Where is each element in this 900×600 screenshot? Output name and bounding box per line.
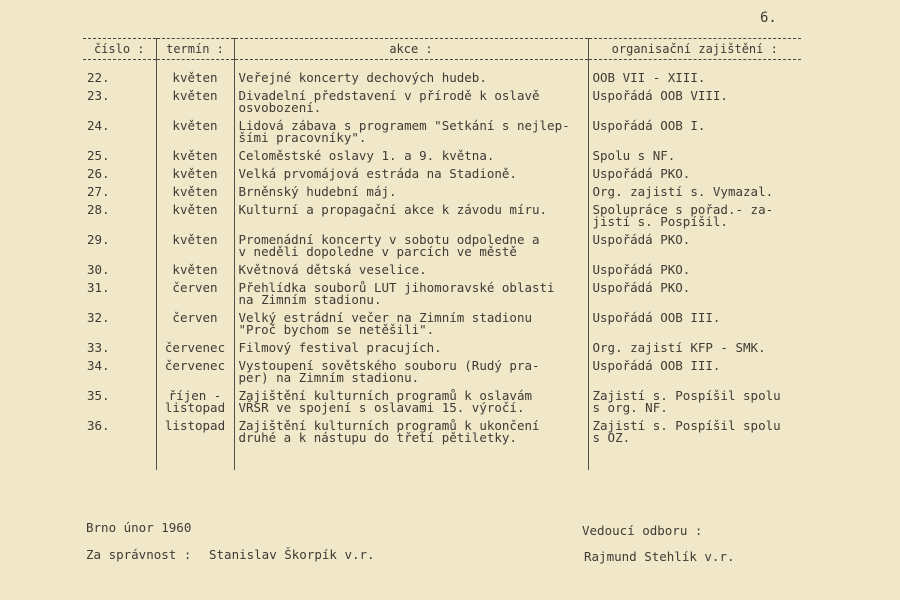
table-row xyxy=(83,420,801,450)
row-number: 24. xyxy=(87,118,110,133)
row-action: Divadelní představení v přírodě k oslavě osvobození. xyxy=(234,90,588,120)
table-row xyxy=(83,312,801,342)
row-term: květen xyxy=(156,72,234,90)
row-organisation: Uspořádá PKO. xyxy=(588,282,801,312)
row-organisation: Zajistí s. Pospíšil spolu s OZ. xyxy=(588,420,801,450)
row-number: 35. xyxy=(87,388,110,403)
row-number: 34. xyxy=(87,358,110,373)
row-action: Kulturní a propagační akce k závodu míru. xyxy=(234,204,588,234)
row-organisation: OOB VII - XIII. xyxy=(588,72,801,90)
header-action: akce : xyxy=(234,39,588,60)
row-action: Zajištění kulturních programů k oslavám VŘSR ve spojení s oslavami 15. výročí. xyxy=(234,390,588,420)
row-number: 28. xyxy=(87,202,110,217)
row-action: Lidová zábava s programem "Setkání s nejlep- šími pracovníky". xyxy=(234,120,588,150)
row-number: 36. xyxy=(87,418,110,433)
row-organisation: Uspořádá OOB III. xyxy=(588,360,801,390)
page-number: 6. xyxy=(760,10,777,26)
row-organisation: Uspořádá OOB I. xyxy=(588,120,801,150)
table-tail xyxy=(83,450,801,470)
row-term: květen xyxy=(156,204,234,234)
row-term: květen xyxy=(156,168,234,186)
row-number: 27. xyxy=(87,184,110,199)
row-number: 25. xyxy=(87,148,110,163)
row-organisation: Uspořádá PKO. xyxy=(588,168,801,186)
row-term: listopad xyxy=(156,420,234,450)
row-organisation: Uspořádá OOB III. xyxy=(588,312,801,342)
row-organisation: Org. zajistí s. Vymazal. xyxy=(588,186,801,204)
row-action: Veřejné koncerty dechových hudeb. xyxy=(234,72,588,90)
table-row xyxy=(83,90,801,120)
row-action: Brněnský hudební máj. xyxy=(234,186,588,204)
header-number: číslo : xyxy=(83,39,156,60)
footer-head-label: Vedoucí odboru : xyxy=(582,523,703,538)
row-number: 32. xyxy=(87,310,110,325)
row-action: Vystoupení sovětského souboru (Rudý pra- per) na Zimním stadionu. xyxy=(234,360,588,390)
row-organisation: Spolu s NF. xyxy=(588,150,801,168)
table-header xyxy=(83,39,801,60)
row-term: říjen - listopad xyxy=(156,390,234,420)
row-number: 26. xyxy=(87,166,110,181)
row-organisation: Zajistí s. Pospíšil spolu s org. NF. xyxy=(588,390,801,420)
row-action: Přehlídka souborů LUT jihomoravské oblasti na Zimním stadionu. xyxy=(234,282,588,312)
row-action: Velký estrádní večer na Zimním stadionu "Proč bychom se netěšili". xyxy=(234,312,588,342)
header-term: termín : xyxy=(156,39,234,60)
footer-place-date: Brno únor 1960 xyxy=(86,520,192,535)
row-term: červen xyxy=(156,282,234,312)
header-organisation: organisační zajištění : xyxy=(588,39,801,60)
row-term: květen xyxy=(156,150,234,168)
row-organisation: Uspořádá OOB VIII. xyxy=(588,90,801,120)
row-action: Velká prvomájová estráda na Stadioně. xyxy=(234,168,588,186)
row-number: 31. xyxy=(87,280,110,295)
row-action: Zajištění kulturních programů k ukončení druhé a k nástupu do třetí pětiletky. xyxy=(234,420,588,450)
footer-head-name: Rajmund Stehlík v.r. xyxy=(584,549,735,564)
row-number: 29. xyxy=(87,232,110,247)
row-term: květen xyxy=(156,234,234,264)
row-organisation: Org. zajistí KFP - SMK. xyxy=(588,342,801,360)
table-row xyxy=(83,234,801,264)
footer-verified-label: Za správnost : xyxy=(86,547,192,562)
row-number: 33. xyxy=(87,340,110,355)
program-table xyxy=(83,38,801,470)
row-organisation: Uspořádá PKO. xyxy=(588,234,801,264)
table-row xyxy=(83,360,801,390)
row-term: červen xyxy=(156,312,234,342)
table-row xyxy=(83,390,801,420)
row-organisation: Spolupráce s pořad.- za- jistí s. Pospíšil. xyxy=(588,204,801,234)
row-term: květen xyxy=(156,186,234,204)
row-term: červenec xyxy=(156,342,234,360)
row-action: Promenádní koncerty v sobotu odpoledne a v neděli dopoledne v parcích ve městě xyxy=(234,234,588,264)
row-term: červenec xyxy=(156,360,234,390)
row-term: květen xyxy=(156,264,234,282)
row-action: Filmový festival pracujích. xyxy=(234,342,588,360)
table-row xyxy=(83,120,801,150)
row-term: květen xyxy=(156,90,234,120)
row-number: 30. xyxy=(87,262,110,277)
table-body xyxy=(83,60,801,471)
row-organisation: Uspořádá PKO. xyxy=(588,264,801,282)
row-action: Celoměstské oslavy 1. a 9. května. xyxy=(234,150,588,168)
table-row xyxy=(83,204,801,234)
row-action: Květnová dětská veselice. xyxy=(234,264,588,282)
row-term: květen xyxy=(156,120,234,150)
footer-verified-name: Stanislav Škorpík v.r. xyxy=(209,547,375,562)
row-number: 22. xyxy=(87,70,110,85)
table-row xyxy=(83,282,801,312)
row-number: 23. xyxy=(87,88,110,103)
